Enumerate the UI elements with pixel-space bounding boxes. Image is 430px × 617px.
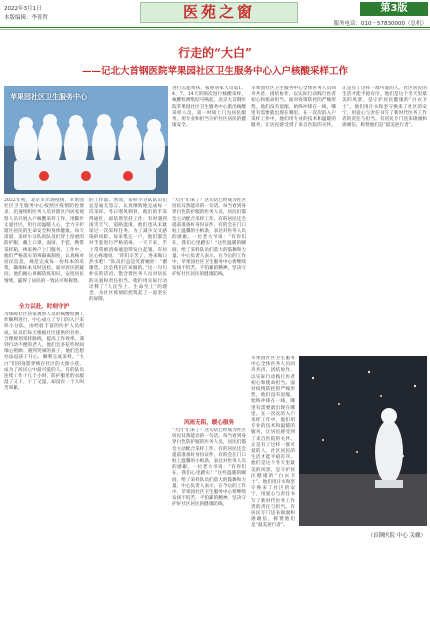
photo-caption: （首钢医院 中心 关骤）: [367, 533, 426, 539]
page-number: 第3版: [360, 2, 428, 16]
photo-sign-text: 苹果园社区卫生服务中心: [10, 93, 87, 101]
section-1-body: 为保障社区居家观察人员的核酸检测工作顺利进行，中心成立了专门的入户采样小分队，由经验丰富的医护人员组成。队员们每天根据社区提供的名单，合理规划采样路线，提高工作效率。遇到行动不便的老人，他们会多花些时间细心照顾；遇到哭闹的孩子，他们会想办法逗孩子开心，顺利完成采样。“大白”们的身影穿梭在社区的大街小巷，成为了居民心中最可爱的人。有的队员连续工作十几个小时，防护服里的衣服湿了又干、干了又湿，却没有一个人叫苦叫累。: [4, 312, 84, 392]
column-2-text: 的工作量。然而，采样小分队队员们总是毫无怨言，认真细致地完成每一次采样。冬日寒风刺骨，他们的手冻得通红，却依然坚持工作；有时遇到雨雪天气，道路湿滑，他们也从未耽误过一次采样任务。为了减少交叉感染的风险，每采集完一户，他们都会对手套进行严格消毒。一天下来，手上常常被消毒液泡得发白起皱。有居民心疼地说：“你们辛苦了，进来喝口热水吧！”队员们总是笑着婉拒：“谢谢您，这是我们应该做的。”这一句句朴实的话语，饱含着医务人员对居民的关爱和责任担当。他们用实际行动诠释了“人民至上、生命至上”的理念，为社区疫情防控筑起了一道坚实的屏障。: [89, 198, 167, 303]
column-1-body: 2022年初，北京市出现疫情，苹果园社区卫生服务中心按照区疫情防控要求，迅速组织医务人员对辖区内居家观察人员开展入户核酸采样工作，用脚步丈量社区，用行动温暖人心，全力守护辖区居民的生命安全和身体健康。每天清晨，采样小分队的队员们穿上厚重的防护服，戴上口罩、面屏、手套，携带采样箱，挨家挨户上门服务。工作中，他们严格落实消毒隔离制度，认真核对居民信息，规范完成每一份样本的采集，确保标本及时送检。面对居民的疑问，他们耐心讲解防疫知识，安抚居民情绪，赢得了居民的一致认可和称赞。: [4, 198, 84, 284]
header-divider-thin: [0, 29, 430, 30]
section-heading-2: 风雨无阻，暖心服务: [183, 420, 235, 426]
editor-credit: 本版编辑：李菁哲: [4, 15, 49, 21]
header-divider: [0, 27, 430, 28]
column-4-text: 苹果园社区卫生服务中心全体医务人员同舟共济，团结协作，以实际行动践行医者初心和使命担当。面对疫情防控的严峻形势，他们没有退缩，始终冲锋在一线，哪里有需要就出现在哪里。在一次次的入户采样工作中，他们用专业的技术和温暖的服务，让居民感受到了来自医院的关怀。正是有了这样一群可爱的人，社区居民的生活才能平稳有序。他们是这个冬天里最美的风景，是守护居民健康的“白衣卫士”。他们用汗水和坚守换来了社区的安宁，用爱心与责任书写了新时代医务工作者的责任与担当。有居民专门送来锦旗和感谢信，称赞他们是“最美逆行者”。: [251, 86, 427, 129]
article-title: 行走的“大白”: [178, 46, 252, 60]
article-subtitle: ——记北大首钢医院苹果园社区卫生服务中心入户核酸采样工作: [81, 66, 348, 77]
column-1-top: 进行志愿帮扶，按照居家人员第1、4、7、14天的频次进行核酸采样，核酸检测集结号响起，北京大首钢医院苹果园社区卫生服务中心派出核酸采样人员，第一时间上门为居民服务，用专业和担当守护社区居民的健康安全。: [172, 86, 246, 129]
night-sampling-photo: [299, 356, 427, 526]
masthead-title: 医苑之窗: [140, 2, 298, 23]
service-hotline: 服务电话：010－57830000（总机）: [333, 21, 427, 27]
issue-date: 2022年3月1日: [4, 6, 42, 12]
team-photo: [4, 86, 168, 194]
column-3-text: “大白”们来了！这句话已经成为社区居民耳熟能详的一句话。每当看到身穿白色防护服的医务人员，居民们都会主动配合采样工作。有的居民还会提前准备好身份证件，有的会在门口贴上温馨的小纸条，表达对医务人员的感谢。一位老大爷说：“有你们在，我们心里踏实！”这些温暖的瞬间，给了采样队员们莫大的鼓舞和力量。中心负责人表示，在今后的工作中，苹果园社区卫生服务中心将继续发扬不怕苦、不怕累的精神，坚决守护好社区居民的健康防线。: [172, 198, 246, 278]
column-3-lower: “大白”们来了！这句话已经成为社区居民耳熟能详的一句话。每当看到身穿白色防护服的医务人员，居民们都会主动配合采样工作。有的居民还会提前准备好身份证件，有的会在门口贴上温馨的小纸条，表达对医务人员的感谢。一位老大爷说：“有你们在，我们心里踏实！”这些温暖的瞬间，给了采样队员们莫大的鼓舞和力量。中心负责人表示，在今后的工作中，苹果园社区卫生服务中心将继续发扬不怕苦、不怕累的精神，坚决守护好社区居民的健康防线。: [172, 428, 246, 508]
night-sampling-illustration: [299, 356, 427, 526]
column-4-lower: 苹果园社区卫生服务中心全体医务人员同舟共济，团结协作，以实际行动践行医者初心和使命担当。面对疫情防控的严峻形势，他们没有退缩，始终冲锋在一线，哪里有需要就出现在哪里。在一次次的入户采样工作中，他们用专业的技术和温暖的服务，让居民感受到了来自医院的关怀。正是有了这样一群可爱的人，社区居民的生活才能平稳有序。他们是这个冬天里最美的风景，是守护居民健康的“白衣卫士”。他们用汗水和坚守换来了社区的安宁，用爱心与责任书写了新时代医务工作者的责任与担当。有居民专门送来锦旗和感谢信，称赞他们是“最美逆行者”。: [251, 356, 295, 529]
team-photo-illustration: [4, 86, 168, 194]
section-heading-1: 全力以赴，时刻守护: [18, 304, 70, 310]
